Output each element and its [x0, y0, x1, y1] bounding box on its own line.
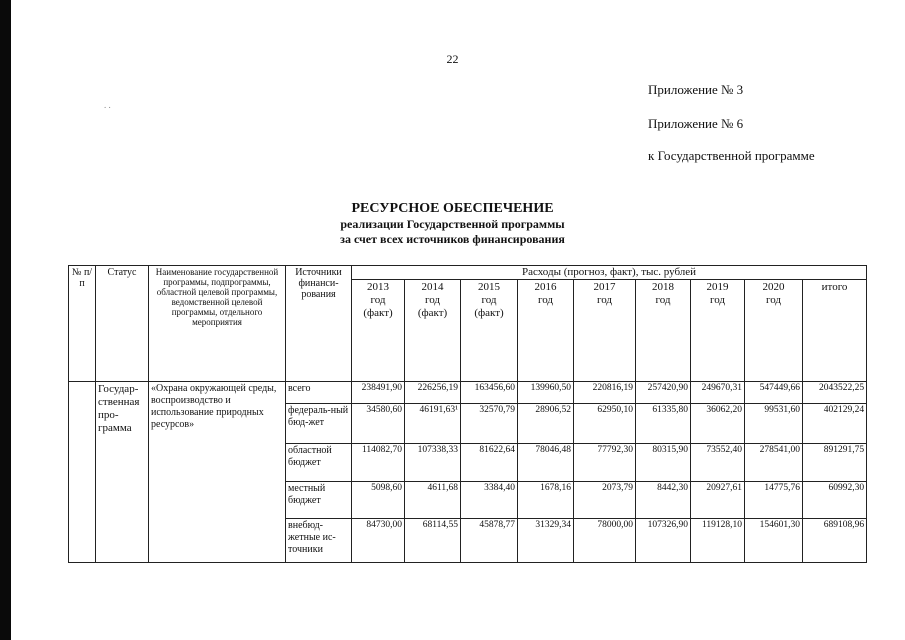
value-cell: 257420,90 [636, 382, 691, 404]
value-cell: 62950,10 [574, 404, 636, 444]
value-cell: 68114,55 [405, 519, 461, 563]
program-status: Государ-ственная про-грамма [96, 382, 149, 563]
header-name: Наименование государственной программы, подпрограммы, областной целевой программы, ведомственной целевой программы, отдельного мероприятия [149, 266, 286, 382]
value-cell: 114082,70 [352, 444, 405, 482]
value-cell: 8442,30 [636, 482, 691, 519]
value-cell: 278541,00 [745, 444, 803, 482]
annex-line-1: Приложение № 3 [648, 82, 744, 97]
value-cell: 36062,20 [691, 404, 745, 444]
value-cell: 1678,16 [518, 482, 574, 519]
value-cell: 238491,90 [352, 382, 405, 404]
header-year-2017: 2017 год [574, 280, 636, 382]
resource-table [68, 265, 867, 563]
header-year-2019: 2019 год [691, 280, 745, 382]
title-line-2: реализации Государственной программы [340, 217, 565, 231]
source-total: всего [286, 382, 352, 404]
value-cell: 80315,90 [636, 444, 691, 482]
table-row [69, 382, 867, 404]
header-year-2013: 2013 год (факт) [352, 280, 405, 382]
header-year-2014: 2014 год (факт) [405, 280, 461, 382]
value-cell: 226256,19 [405, 382, 461, 404]
value-cell: 99531,60 [745, 404, 803, 444]
header-expenses: Расходы (прогноз, факт), тыс. рублей [352, 266, 867, 280]
value-cell: 31329,34 [518, 519, 574, 563]
value-cell: 154601,30 [745, 519, 803, 563]
value-cell: 81622,64 [461, 444, 518, 482]
value-cell: 220816,19 [574, 382, 636, 404]
page-number: 22 [446, 52, 459, 66]
value-cell-total: 2043522,25 [803, 382, 867, 404]
header-num: № п/п [69, 266, 96, 382]
value-cell: 2073,79 [574, 482, 636, 519]
source-extrabudgetary: внебюд-жетные ис-точники [286, 519, 352, 563]
value-cell: 4611,68 [405, 482, 461, 519]
value-cell-total: 60992,30 [803, 482, 867, 519]
source-local: местный бюджет [286, 482, 352, 519]
scan-edge [0, 0, 11, 640]
header-year-2020: 2020 год [745, 280, 803, 382]
value-cell: 139960,50 [518, 382, 574, 404]
header-sources: Источники финанси-рования [286, 266, 352, 382]
value-cell-total: 689108,96 [803, 519, 867, 563]
value-cell: 107338,33 [405, 444, 461, 482]
value-cell: 45878,77 [461, 519, 518, 563]
value-cell: 3384,40 [461, 482, 518, 519]
document-title [0, 200, 905, 247]
header-year-2018: 2018 год [636, 280, 691, 382]
title-line-1: РЕСУРСНОЕ ОБЕСПЕЧЕНИЕ [351, 201, 554, 216]
value-cell: 61335,80 [636, 404, 691, 444]
value-cell: 73552,40 [691, 444, 745, 482]
value-cell: 78046,48 [518, 444, 574, 482]
annex-line-2: Приложение № 6 [648, 116, 744, 131]
value-cell: 163456,60 [461, 382, 518, 404]
value-cell: 249670,31 [691, 382, 745, 404]
value-cell: 547449,66 [745, 382, 803, 404]
row-num-cell [69, 382, 96, 563]
value-cell: 14775,76 [745, 482, 803, 519]
value-cell-total: 891291,75 [803, 444, 867, 482]
header-total: итого [803, 280, 867, 382]
value-cell: 119128,10 [691, 519, 745, 563]
value-cell: 5098,60 [352, 482, 405, 519]
value-cell: 78000,00 [574, 519, 636, 563]
annex-line-3: к Государственной программе [648, 148, 815, 163]
header-status: Статус [96, 266, 149, 382]
title-line-3: за счет всех источников финансирования [340, 232, 565, 246]
header-year-2016: 2016 год [518, 280, 574, 382]
scan-speck: . . [104, 100, 111, 110]
value-cell: 46191,63¹ [405, 404, 461, 444]
value-cell: 28906,52 [518, 404, 574, 444]
value-cell-total: 402129,24 [803, 404, 867, 444]
value-cell: 107326,90 [636, 519, 691, 563]
program-name: «Охрана окружающей среды, воспроизводство и использование природных ресурсов» [149, 382, 286, 563]
value-cell: 20927,61 [691, 482, 745, 519]
value-cell: 32570,79 [461, 404, 518, 444]
source-regional: областной бюджет [286, 444, 352, 482]
value-cell: 84730,00 [352, 519, 405, 563]
header-year-2015: 2015 год (факт) [461, 280, 518, 382]
value-cell: 34580,60 [352, 404, 405, 444]
source-federal: федераль-ный бюд-жет [286, 404, 352, 444]
value-cell: 77792,30 [574, 444, 636, 482]
